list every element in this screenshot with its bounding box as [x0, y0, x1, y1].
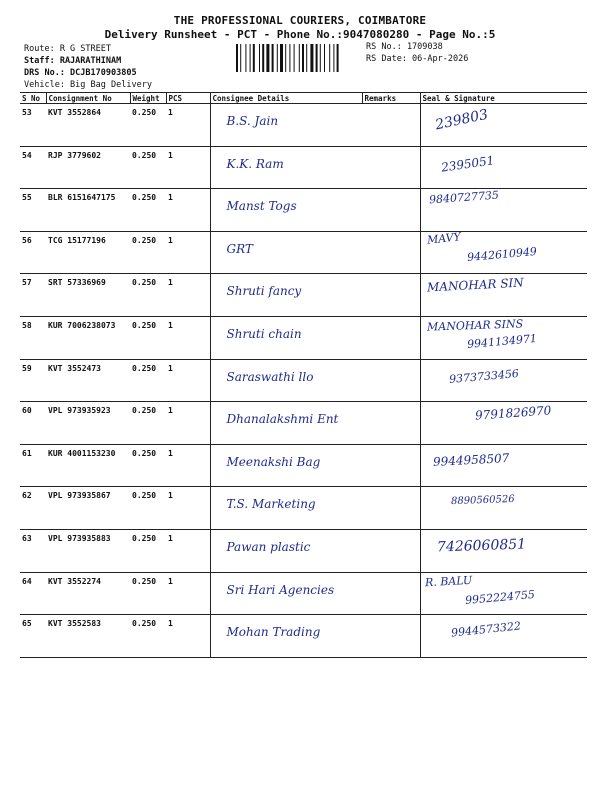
- barcode-bar: [316, 44, 318, 72]
- barcode-bar: [302, 44, 304, 72]
- barcode-bar: [272, 44, 274, 72]
- row-consignee-handwriting: Saraswathi llo: [226, 369, 314, 384]
- row-consignee-handwriting: Mohan Trading: [226, 625, 321, 640]
- barcode-bar: [259, 44, 260, 72]
- row-sno: 53: [20, 104, 46, 147]
- table-row: [20, 444, 587, 487]
- barcode-bar: [299, 44, 300, 72]
- row-signature-cell: [420, 104, 587, 147]
- row-consignee-handwriting: Meenakshi Bag: [226, 454, 321, 469]
- row-signature: 9791826970: [474, 403, 552, 423]
- row-consignee-cell: [210, 572, 362, 615]
- row-consignee-cell: [210, 146, 362, 189]
- barcode-bar: [245, 44, 246, 72]
- table-row: [20, 274, 587, 317]
- row-signature-cell: [420, 529, 587, 572]
- barcode-bar: [324, 44, 325, 72]
- barcode-image: [236, 44, 360, 72]
- row-sno: 60: [20, 402, 46, 445]
- row-signature: 8890560526: [450, 494, 515, 508]
- row-sno: 64: [20, 572, 46, 615]
- row-consignee-cell: [210, 529, 362, 572]
- table-row: [20, 487, 587, 530]
- row-signature: MAVY: [425, 230, 461, 247]
- row-signature: 9944573322: [450, 619, 521, 640]
- row-remarks: [362, 231, 420, 274]
- row-sno: 55: [20, 189, 46, 232]
- row-consignee-handwriting: Shruti fancy: [226, 284, 302, 299]
- row-signature: R. BALU: [424, 573, 473, 589]
- left-meta: [24, 43, 152, 91]
- row-remarks: [362, 487, 420, 530]
- row-sno: 59: [20, 359, 46, 402]
- row-signature-cell: [420, 402, 587, 445]
- drs-text: DRS No.: DCJB170903805: [24, 68, 137, 78]
- row-pcs: 1: [166, 359, 210, 402]
- row-consignee-handwriting: K.K. Ram: [226, 156, 284, 171]
- table-row: [20, 529, 587, 572]
- row-remarks: [362, 104, 420, 147]
- col-header-seal: Seal & Signature: [420, 93, 587, 104]
- row-consignment-no: KVT 3552864: [46, 104, 130, 147]
- row-consignee-handwriting: B.S. Jain: [226, 114, 279, 128]
- row-remarks: [362, 274, 420, 317]
- row-signature: 9944958507: [432, 450, 510, 469]
- row-consignee-handwriting: Pawan plastic: [226, 539, 311, 554]
- row-consignee-cell: [210, 402, 362, 445]
- row-remarks: [362, 359, 420, 402]
- barcode-bar: [320, 44, 321, 72]
- barcode-bar: [333, 44, 334, 72]
- col-header-weight: Weight: [130, 93, 166, 104]
- row-signature-cell: [420, 487, 587, 530]
- barcode-bar: [280, 44, 283, 72]
- vehicle-text: Vehicle: Big Bag Delivery: [24, 80, 152, 90]
- row-consignment-no: KUR 4001153230: [46, 444, 130, 487]
- row-consignment-no: SRT 57336969: [46, 274, 130, 317]
- row-pcs: 1: [166, 104, 210, 147]
- row-remarks: [362, 146, 420, 189]
- row-remarks: [362, 189, 420, 232]
- rs-number: RS No.: 1709038: [366, 42, 443, 52]
- row-consignee-handwriting: Dhanalakshmi Ent: [226, 412, 339, 427]
- row-weight: 0.250: [130, 231, 166, 274]
- row-weight: 0.250: [130, 316, 166, 359]
- barcode-bar: [266, 44, 269, 72]
- table-row: [20, 146, 587, 189]
- row-weight: 0.250: [130, 572, 166, 615]
- row-consignee-handwriting: Shruti chain: [226, 326, 302, 341]
- row-remarks: [362, 402, 420, 445]
- row-signature: MANOHAR SIN: [426, 275, 524, 295]
- barcode-bar: [285, 44, 286, 72]
- row-sno: 62: [20, 487, 46, 530]
- col-header-remarks: Remarks: [362, 93, 420, 104]
- row-signature-cell: [420, 615, 587, 658]
- barcode-bar: [240, 44, 241, 72]
- row-weight: 0.250: [130, 529, 166, 572]
- table-row: [20, 189, 587, 232]
- row-pcs: 1: [166, 615, 210, 658]
- row-signature-cell: [420, 274, 587, 317]
- table-row: [20, 359, 587, 402]
- runsheet-table: [20, 92, 587, 658]
- row-consignment-no: VPL 973935867: [46, 487, 130, 530]
- col-header-sno: S No: [20, 93, 46, 104]
- row-pcs: 1: [166, 487, 210, 530]
- row-consignee-handwriting: GRT: [226, 241, 253, 256]
- row-pcs: 1: [166, 572, 210, 615]
- row-consignee-cell: [210, 316, 362, 359]
- company-name: THE PROFESSIONAL COURIERS, COIMBATORE: [173, 14, 427, 27]
- row-consignee-cell: [210, 274, 362, 317]
- row-weight: 0.250: [130, 487, 166, 530]
- table-row: [20, 402, 587, 445]
- row-sno: 57: [20, 274, 46, 317]
- row-consignee-cell: [210, 189, 362, 232]
- barcode-bar: [294, 44, 295, 72]
- row-consignment-no: VPL 973935923: [46, 402, 130, 445]
- row-signature-cell: [420, 231, 587, 274]
- row-sno: 54: [20, 146, 46, 189]
- row-signature: 9373733456: [448, 366, 519, 386]
- row-signature-cell: [420, 146, 587, 189]
- row-consignment-no: KVT 3552274: [46, 572, 130, 615]
- row-sno: 61: [20, 444, 46, 487]
- row-pcs: 1: [166, 316, 210, 359]
- row-pcs: 1: [166, 146, 210, 189]
- barcode-bar: [250, 44, 251, 72]
- row-weight: 0.250: [130, 402, 166, 445]
- row-sno: 56: [20, 231, 46, 274]
- row-consignment-no: RJP 3779602: [46, 146, 130, 189]
- row-weight: 0.250: [130, 274, 166, 317]
- row-remarks: [362, 444, 420, 487]
- row-consignee-cell: [210, 444, 362, 487]
- row-weight: 0.250: [130, 146, 166, 189]
- row-weight: 0.250: [130, 104, 166, 147]
- table-row: [20, 572, 587, 615]
- row-signature-cell: [420, 189, 587, 232]
- row-weight: 0.250: [130, 615, 166, 658]
- row-signature-number: 9442610949: [466, 244, 537, 264]
- barcode-bar: [236, 44, 238, 72]
- row-sno: 63: [20, 529, 46, 572]
- row-pcs: 1: [166, 444, 210, 487]
- row-consignee-cell: [210, 104, 362, 147]
- row-signature-cell: [420, 572, 587, 615]
- row-consignee-handwriting: T.S. Marketing: [226, 497, 316, 512]
- barcode-bar: [306, 44, 307, 72]
- row-weight: 0.250: [130, 189, 166, 232]
- table-row: [20, 231, 587, 274]
- row-signature-number: 9941134971: [466, 331, 537, 351]
- row-signature-cell: [420, 444, 587, 487]
- row-sno: 58: [20, 316, 46, 359]
- row-signature: 2395051: [439, 152, 495, 175]
- right-meta: [366, 41, 468, 65]
- barcode-bar: [277, 44, 278, 72]
- barcode-bar: [289, 44, 290, 72]
- row-remarks: [362, 615, 420, 658]
- row-consignee-handwriting: Manst Togs: [226, 199, 297, 214]
- row-consignee-cell: [210, 615, 362, 658]
- row-pcs: 1: [166, 189, 210, 232]
- row-signature-number: 9952224755: [464, 587, 535, 607]
- table-row: [20, 316, 587, 359]
- row-remarks: [362, 529, 420, 572]
- row-remarks: [362, 572, 420, 615]
- row-consignment-no: BLR 6151647175: [46, 189, 130, 232]
- row-pcs: 1: [166, 402, 210, 445]
- barcode-bar: [262, 44, 264, 72]
- runsheet-title: Delivery Runsheet - PCT - Phone No.:9047080280 - Page No.:5: [104, 28, 496, 41]
- barcode-bar: [310, 44, 313, 72]
- barcode-bar: [337, 44, 339, 72]
- staff-text: Staff: RAJARATHINAM: [24, 56, 122, 66]
- row-signature-cell: [420, 359, 587, 402]
- barcode-bar: [329, 44, 330, 72]
- row-remarks: [362, 316, 420, 359]
- row-consignee-handwriting: Sri Hari Agencies: [226, 582, 335, 597]
- col-header-consignee: Consignee Details: [210, 93, 362, 104]
- row-weight: 0.250: [130, 444, 166, 487]
- table-header-row: [20, 93, 587, 104]
- row-consignee-cell: [210, 231, 362, 274]
- table-row: [20, 104, 587, 147]
- row-consignment-no: TCG 15177196: [46, 231, 130, 274]
- row-consignment-no: KUR 7006238073: [46, 316, 130, 359]
- barcode-bar: [253, 44, 255, 72]
- row-consignment-no: KVT 3552473: [46, 359, 130, 402]
- row-consignee-cell: [210, 487, 362, 530]
- row-weight: 0.250: [130, 359, 166, 402]
- row-pcs: 1: [166, 274, 210, 317]
- row-consignment-no: VPL 973935883: [46, 529, 130, 572]
- row-signature: 7426060851: [436, 536, 526, 556]
- route-text: Route: R G STREET: [24, 44, 111, 54]
- col-header-pcs: PCS: [166, 93, 210, 104]
- row-signature: 239803: [433, 106, 490, 134]
- row-sno: 65: [20, 615, 46, 658]
- row-pcs: 1: [166, 529, 210, 572]
- table-row: [20, 615, 587, 658]
- row-signature-cell: [420, 316, 587, 359]
- col-header-consignment: Consignment No: [46, 93, 130, 104]
- rs-date: RS Date: 06-Apr-2026: [366, 54, 469, 64]
- row-signature: 9840727735: [428, 188, 499, 207]
- row-signature: MANOHAR SINS: [426, 317, 523, 334]
- row-pcs: 1: [166, 231, 210, 274]
- row-consignee-cell: [210, 359, 362, 402]
- row-consignment-no: KVT 3552583: [46, 615, 130, 658]
